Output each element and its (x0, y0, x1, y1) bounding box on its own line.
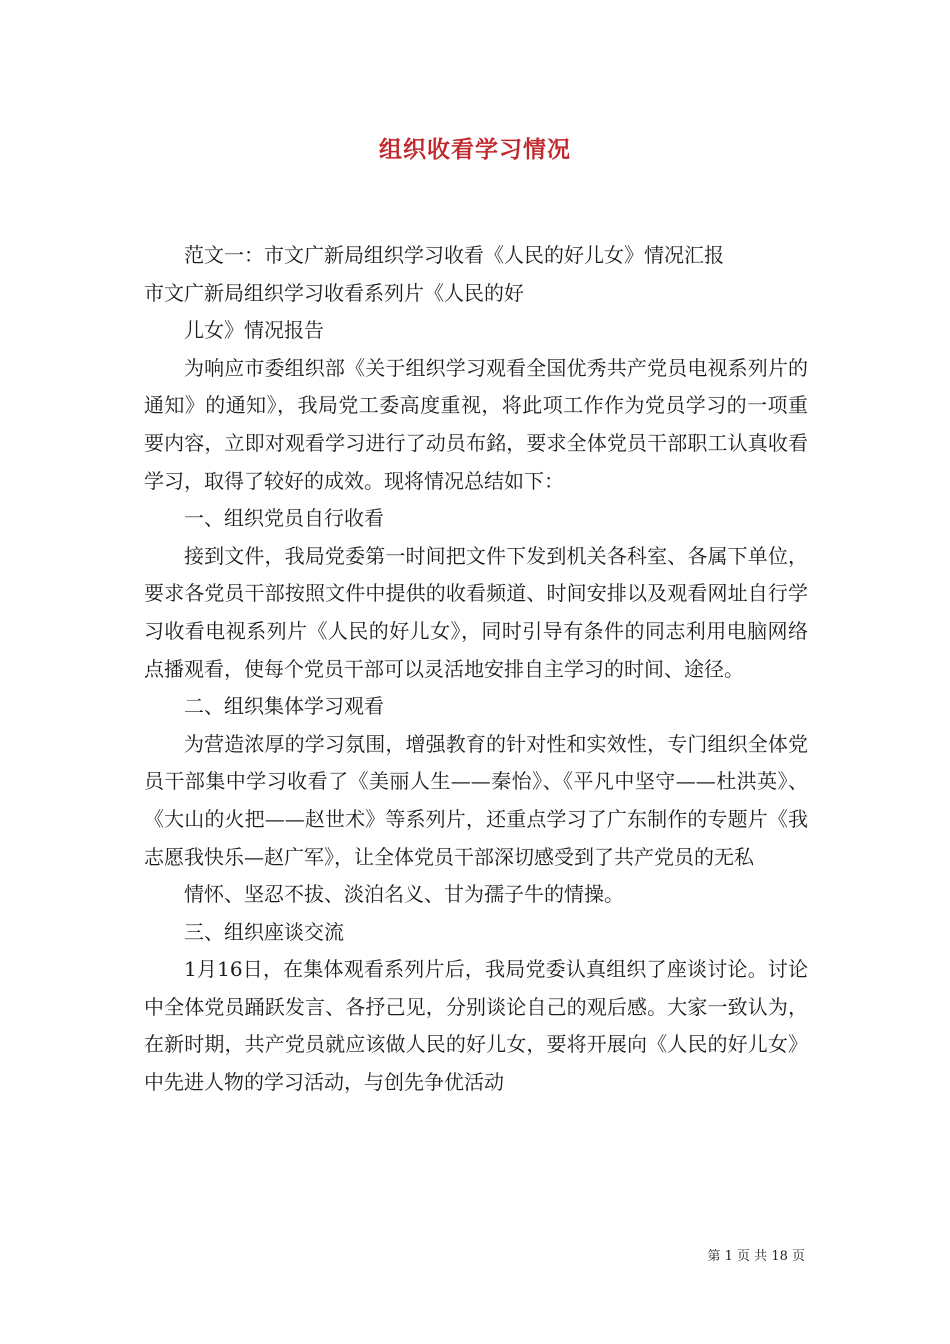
paragraph-5: 接到文件，我局党委第一时间把文件下发到机关各科室、各属下单位，要求各党员干部按照文件中提供的收看频道、时间安排以及观看网址自行学习收看电视系列片《人民的好儿女》，同时引导有条件的同志利用电脑网络点播观看，使每个党员干部可以灵活地安排自主学习的时间、途径。 (144, 543, 808, 681)
paragraph-6: 为营造浓厚的学习氛围，增强教育的针对性和实效性，专门组织全体党员干部集中学习收看了《美丽人生——秦怡》、《平凡中坚守——杜洪英》、《大山的火把——赵世术》等系列片，还重点学习了广东制作的专题片《我志愿我快乐—赵广军》，让全体党员干部深切感受到了共产党员的无私 (144, 731, 808, 869)
paragraph-1: 范文一：市文广新局组织学习收看《人民的好儿女》情况汇报 (184, 243, 724, 267)
section-heading-3: 三、组织座谈交流 (184, 919, 344, 944)
section-heading-1: 一、组织党员自行收看 (184, 506, 384, 531)
paragraph-4: 为响应市委组织部《关于组织学习观看全国优秀共产党员电视系列片的通知》的通知》，我局党工委高度重视，将此项工作作为党员学习的一项重要内容，立即对观看学习进行了动员布銘，要求全体党员干部职工认真收看学习，取得了较好的成效。现将情况总结如下： (144, 355, 808, 493)
paragraph-2: 市文广新局组织学习收看系列片《人民的好 (144, 280, 524, 305)
paragraph-8: 1月16日，在集体观看系列片后，我局党委认真组织了座谈讨论。讨论中全体党员踊跃发言、各抒己见，分别谈论自己的观后感。大家一致认为，在新时期，共产党员就应该做人民的好儿女，要将开展向《人民的好儿女》中先进人物的学习活动，与创先争优活动 (144, 957, 808, 1095)
page-indicator: 第 1 页 共 18 页 (707, 1249, 805, 1264)
document-body (144, 237, 808, 1102)
document-title: 组织收看学习情况 (379, 136, 571, 163)
paragraph-3: 儿女》情况报告 (184, 318, 324, 343)
paragraph-7: 情怀、坚忍不拔、淡泊名义、甘为孺子牛的情操。 (184, 882, 624, 907)
section-heading-2: 二、组织集体学习观看 (184, 694, 384, 719)
